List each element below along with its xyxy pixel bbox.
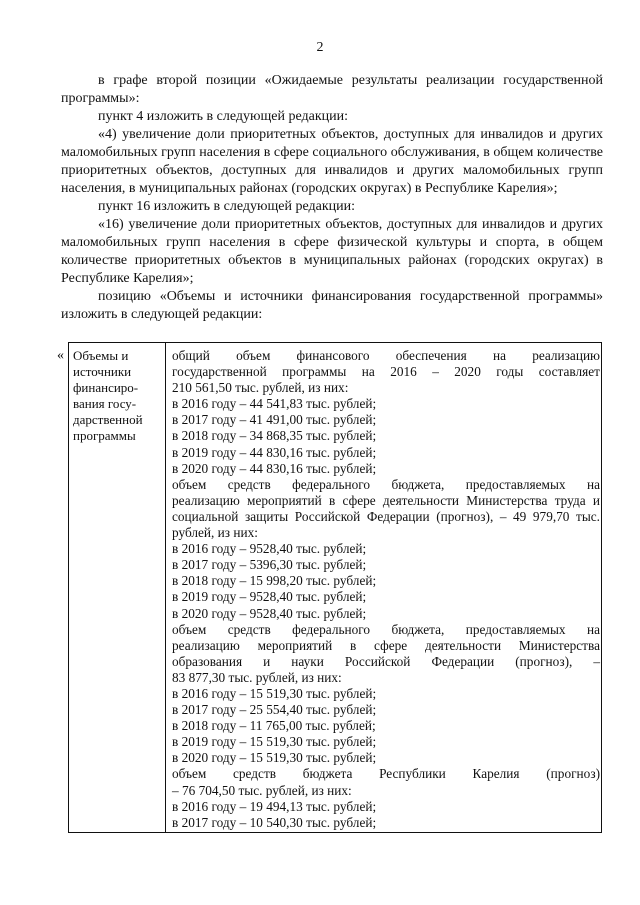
table-content-line: в 2018 году – 15 998,20 тыс. рублей; [172, 573, 377, 589]
paragraph-funding-intro: позицию «Объемы и источники финансирования государственной программы» изложить в следующей редакции: [61, 289, 603, 322]
table-content-line: – 76 704,50 тыс. рублей, из них: [172, 782, 352, 798]
table-content-line: реализацию мероприятий в сфере деятельности Министерства труда и [172, 492, 600, 508]
opening-quote: « [57, 348, 64, 363]
table-column-divider [165, 343, 166, 832]
table-content-line: объем средств федерального бюджета, предоставляемых на [172, 476, 600, 492]
table-content-line: в 2017 году – 41 491,00 тыс. рублей; [172, 412, 377, 428]
table-content-line: в 2016 году – 9528,40 тыс. рублей; [172, 541, 367, 557]
table-label-line: финансиро- [73, 380, 139, 395]
table-content-line: общий объем финансового обеспечения на реализацию [172, 348, 600, 363]
table-content-line: в 2017 году – 25 554,40 тыс. рублей; [172, 702, 377, 718]
table-content-line: государственной программы на 2016 – 2020 годы составляет [172, 364, 600, 380]
table-content-line: в 2020 году – 44 830,16 тыс. рублей; [172, 460, 377, 476]
table-content-line: образования и науки Российской Федерации (прогноз), – [172, 653, 600, 669]
table-content-line: 210 561,50 тыс. рублей, из них: [172, 380, 349, 396]
table-label-line: вания госу- [73, 396, 137, 411]
table-content-line: в 2017 году – 5396,30 тыс. рублей; [172, 557, 367, 573]
table-label-line: Объемы и [73, 348, 129, 363]
table-label-line: источники [73, 364, 132, 379]
table-content-line: социальной защиты Российской Федерации (прогноз), – 49 979,70 тыс. [172, 508, 600, 524]
table-content-line: рублей, из них: [172, 525, 258, 541]
body-text [61, 72, 603, 324]
table-content-cell [172, 348, 600, 831]
table-content-line: в 2020 году – 15 519,30 тыс. рублей; [172, 750, 377, 766]
table-label-line: дарственной [73, 412, 143, 427]
table-content-line: в 2018 году – 34 868,35 тыс. рублей; [172, 428, 377, 444]
table-content-line: в 2016 году – 19 494,13 тыс. рублей; [172, 798, 377, 814]
table-content-line: в 2016 году – 15 519,30 тыс. рублей; [172, 685, 377, 701]
table-content-line: в 2016 году – 44 541,83 тыс. рублей; [172, 396, 377, 412]
table-content-line: объем средств бюджета Республики Карелия (прогноз) [172, 766, 600, 782]
page-number: 2 [316, 40, 324, 55]
table-content-line: объем средств федерального бюджета, предоставляемых на [172, 621, 600, 637]
paragraph-section-header: в графе второй позиции «Ожидаемые результаты реализации государственной программы»: [61, 73, 603, 106]
table-content-line: в 2019 году – 15 519,30 тыс. рублей; [172, 734, 377, 750]
table-content-line: 83 877,30 тыс. рублей, из них: [172, 669, 342, 685]
table-content-line: в 2020 году – 9528,40 тыс. рублей; [172, 605, 367, 621]
table-content-line: реализацию мероприятий в сфере деятельности Министерства [172, 637, 600, 653]
table-content-line: в 2019 году – 9528,40 тыс. рублей; [172, 589, 367, 605]
paragraph-item-16-intro: пункт 16 изложить в следующей редакции: [98, 199, 355, 214]
paragraph-item-16-text: «16) увеличение доли приоритетных объектов, доступных для инвалидов и других маломобильных групп населения в сфере физической культуры и спорта, в общем количестве приоритетных объектов в муниципальных районах (городских округах) в Республике Карелия»; [61, 217, 603, 286]
paragraph-item-4-intro: пункт 4 изложить в следующей редакции: [98, 109, 348, 124]
table-label-line: программы [73, 428, 136, 443]
table-content-line: в 2019 году – 44 830,16 тыс. рублей; [172, 444, 377, 460]
paragraph-item-4-text: «4) увеличение доли приоритетных объектов, доступных для инвалидов и других маломобильных групп населения в сфере социального обслуживания, в общем количестве приоритетных объектов, доступных для инвалидов и других маломобильных групп населения, в муниципальных районах (городских округах) в Республике Карелия»; [61, 127, 603, 196]
funding-table [68, 342, 602, 833]
table-content-line: в 2017 году – 10 540,30 тыс. рублей; [172, 814, 377, 830]
table-content-line: в 2018 году – 11 765,00 тыс. рублей; [172, 718, 376, 734]
table-label-cell [73, 348, 161, 444]
